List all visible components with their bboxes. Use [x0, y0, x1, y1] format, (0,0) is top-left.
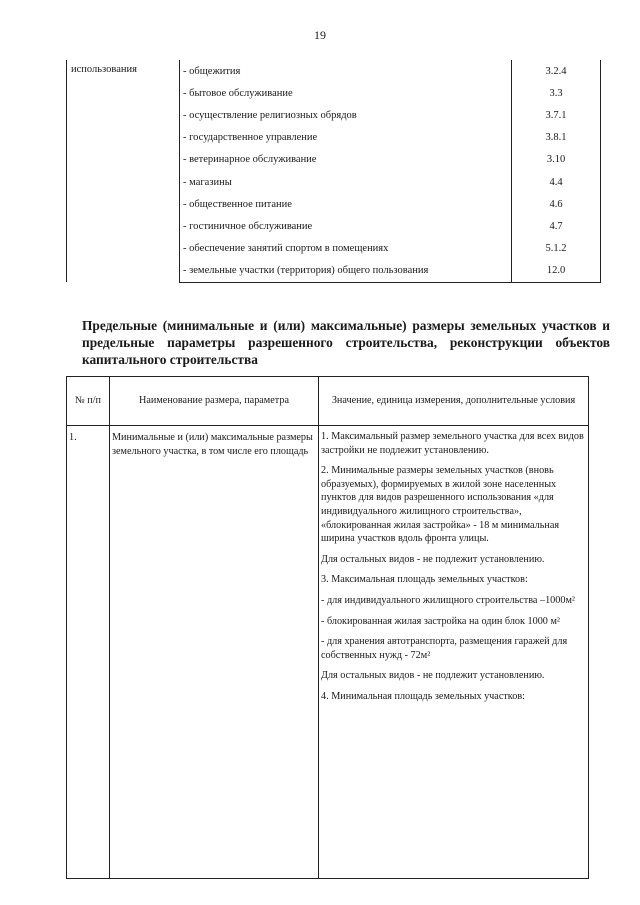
use-code: 3.2.4 — [512, 60, 601, 82]
use-name: - общежития — [180, 60, 512, 82]
value-paragraph: Для остальных видов - не подлежит установлению. — [321, 670, 545, 682]
use-name: - общественное питание — [180, 193, 512, 215]
use-name: - земельные участки (территория) общего пользования — [180, 260, 512, 283]
page-number: 19 — [314, 28, 326, 42]
use-code: 3.3 — [512, 82, 601, 104]
value-paragraph: Для остальных видов - не подлежит установлению. — [321, 553, 545, 565]
use-category: использования — [67, 60, 180, 282]
table-row — [67, 60, 601, 82]
use-name: - осуществление религиозных обрядов — [180, 104, 512, 126]
use-name: - бытовое обслуживание — [180, 82, 512, 104]
use-code: 3.10 — [512, 149, 601, 171]
value-paragraph: 1. Максимальный размер земельного участка для всех видов застройки не подлежит установлению. — [321, 431, 584, 456]
permitted-uses-table — [66, 60, 601, 283]
use-name: - магазины — [180, 171, 512, 193]
parameters-table — [66, 376, 589, 879]
use-code: 3.7.1 — [512, 104, 601, 126]
value-paragraph: 3. Максимальная площадь земельных участков: — [321, 574, 528, 586]
use-name: - гостиничное обслуживание — [180, 215, 512, 237]
value-paragraph: - для хранения автотранспорта, размещения гаражей для собственных нужд - 72м² — [321, 636, 568, 661]
use-name: - обеспечение занятий спортом в помещениях — [180, 238, 512, 260]
table-row — [67, 426, 589, 879]
row-name: Минимальные и (или) максимальные размеры земельного участка, в том числе его площадь — [110, 426, 319, 879]
value-paragraph: - для индивидуального жилищного строительства –1000м² — [321, 594, 575, 606]
value-paragraph: 2. Минимальные размеры земельных участков (вновь образуемых), формируемых в жилой зоне населенных пунктов для видов разрешенного использования «для индивидуального жилищного строительства», «блокированная жилая застройка» - 18 м минимальная ширина участков вдоль фронта улицы. — [321, 465, 560, 545]
section-title: Предельные (минимальные и (или) максимальные) размеры земельных участков и предельные параметры разрешенного строительства, реконструкции объектов капитального строительства — [82, 318, 610, 367]
use-code: 12.0 — [512, 260, 601, 283]
use-code: 3.8.1 — [512, 127, 601, 149]
use-code: 5.1.2 — [512, 238, 601, 260]
header-value: Значение, единица измерения, дополнительные условия — [319, 377, 589, 426]
use-code: 4.6 — [512, 193, 601, 215]
header-num: № п/п — [67, 377, 110, 426]
use-code: 4.4 — [512, 171, 601, 193]
use-code: 4.7 — [512, 215, 601, 237]
parameters-header-row — [67, 377, 589, 426]
value-paragraph: 4. Минимальная площадь земельных участков: — [321, 690, 525, 702]
use-name: - государственное управление — [180, 127, 512, 149]
use-name: - ветеринарное обслуживание — [180, 149, 512, 171]
row-value — [319, 426, 589, 879]
row-num: 1. — [67, 426, 110, 879]
value-paragraph: - блокированная жилая застройка на один блок 1000 м² — [321, 615, 560, 627]
header-name: Наименование размера, параметра — [110, 377, 319, 426]
